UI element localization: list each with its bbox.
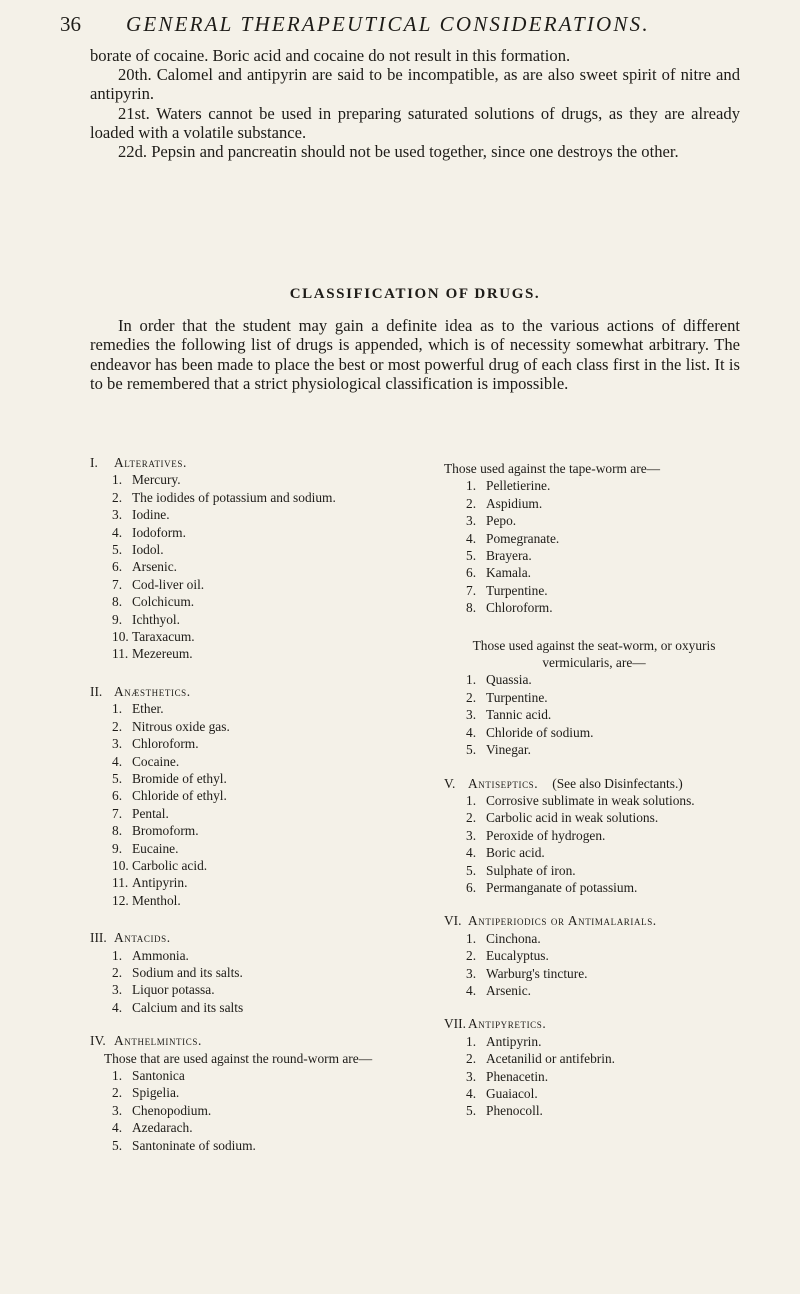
paragraph-21st: 21st. Waters cannot be used in preparing saturated solutions of drugs, as they are already loaded with a volatile substance. [90, 103, 740, 142]
list-item: 2. Sodium and its salts. [112, 964, 243, 980]
page-number: 36 [60, 12, 81, 36]
list-item: 2. Carbolic acid in weak solutions. [466, 810, 659, 826]
list-item: 2. Spigelia. [112, 1085, 180, 1101]
list-item: 1. Cinchona. [466, 930, 541, 946]
list-item: 2. Aspidium. [466, 495, 543, 511]
list-item: 1. Mercury. [112, 472, 181, 488]
list-item: 7. Turpentine. [466, 582, 548, 598]
list-item: 2. Acetanilid or antifebrin. [466, 1051, 616, 1067]
list-item: 1. Quassia. [466, 672, 532, 688]
list-item: 12. Menthol. [112, 892, 181, 908]
class-heading-antiseptics: V. Antiseptics. (See also Disinfectants.) [444, 775, 683, 791]
list-item: 1. Pelletierine. [466, 478, 551, 494]
running-head-title: GENERAL THERAPEUTICAL CONSIDERATIONS. [126, 12, 650, 36]
left-column [90, 454, 390, 1154]
list-item: 8. Bromoform. [112, 823, 199, 839]
list-item: 1. Antipyrin. [466, 1033, 542, 1049]
list-anaesthetics [90, 700, 390, 909]
paragraph-borate: borate of cocaine. Boric acid and cocaine do not result in this formation. [90, 46, 571, 65]
list-item: 8. Chloroform. [466, 600, 553, 616]
list-item: 3. Pepo. [466, 513, 517, 529]
list-item: 2. Nitrous oxide gas. [112, 718, 230, 734]
list-item: 7. Pental. [112, 805, 169, 821]
incompatibilities-text [90, 46, 740, 161]
list-item: 2. Eucalyptus. [466, 948, 549, 964]
tapeworm-heading: Those used against the tape-worm are— [444, 461, 661, 476]
seatworm-heading: Those used against the seat-worm, or oxyuris vermicularis, are— [472, 637, 716, 671]
right-column [444, 460, 744, 1120]
list-item: 4. Arsenic. [466, 982, 531, 998]
list-item: 4. Boric acid. [466, 845, 545, 861]
list-tapeworm [444, 477, 744, 616]
list-item: 1. Ammonia. [112, 947, 189, 963]
list-item: 5. Sulphate of iron. [466, 862, 576, 878]
list-item: 3. Iodine. [112, 507, 170, 523]
list-item: 4. Iodoform. [112, 524, 186, 540]
list-item: 6. Chloride of ethyl. [112, 788, 227, 804]
list-item: 5. Brayera. [466, 548, 532, 564]
list-item: 5. Iodol. [112, 542, 164, 558]
list-item: 7. Cod-liver oil. [112, 576, 205, 592]
list-item: 3. Tannic acid. [466, 707, 552, 723]
list-item: 3. Phenacetin. [466, 1068, 549, 1084]
list-item: 3. Liquor potassa. [112, 982, 215, 998]
list-item: 10. Carbolic acid. [112, 857, 208, 873]
list-antacids [90, 947, 390, 1017]
list-item: 9. Ichthyol. [112, 611, 180, 627]
list-item: 9. Eucaine. [112, 840, 179, 856]
list-item: 4. Chloride of sodium. [466, 724, 594, 740]
paragraph-22d: 22d. Pepsin and pancreatin should not be used together, since one destroys the other. [118, 142, 679, 162]
list-seatworm [444, 671, 744, 758]
list-roundworm [90, 1067, 390, 1154]
list-antiperiodics [444, 930, 744, 1000]
list-item: 3. Peroxide of hydrogen. [466, 827, 606, 843]
roundworm-heading: Those that are used against the round-worm are— [104, 1050, 373, 1066]
list-item: 1. Ether. [112, 701, 164, 717]
list-item: 6. Arsenic. [112, 559, 177, 575]
list-item: 5. Santoninate of sodium. [112, 1137, 256, 1153]
list-alteratives [90, 471, 390, 662]
class-heading-anaesthetics: II. Anæsthetics. [90, 683, 191, 699]
list-item: 1. Corrosive sublimate in weak solutions. [466, 792, 695, 808]
list-item: 3. Chenopodium. [112, 1102, 212, 1118]
class-heading-antipyretics: VII. Antipyretics. [444, 1016, 547, 1032]
list-item: 4. Pomegranate. [466, 530, 560, 546]
list-item: 3. Warburg's tincture. [466, 965, 588, 981]
list-item: 6. Permanganate of potassium. [466, 879, 638, 895]
list-item: 8. Colchicum. [112, 594, 195, 610]
list-item: 11. Mezereum. [112, 646, 193, 662]
list-item: 4. Calcium and its salts [112, 999, 244, 1015]
list-item: 5. Bromide of ethyl. [112, 770, 227, 786]
list-item: 1. Santonica [112, 1068, 185, 1083]
list-item: 4. Guaiacol. [466, 1086, 538, 1101]
list-item: 3. Chloroform. [112, 736, 199, 752]
list-item: 5. Vinegar. [466, 742, 531, 758]
class-heading-alteratives: I. Alteratives. [90, 455, 187, 470]
list-item: 4. Azedarach. [112, 1120, 193, 1136]
list-item: 5. Phenocoll. [466, 1103, 543, 1119]
list-item: 4. Cocaine. [112, 753, 180, 769]
running-head [60, 8, 750, 42]
list-item: 6. Kamala. [466, 565, 531, 581]
list-antipyretics [444, 1033, 744, 1120]
section-title: CLASSIFICATION OF DRUGS. [289, 286, 541, 302]
list-item: 2. The iodides of potassium and sodium. [112, 489, 336, 505]
paragraph-20th: 20th. Calomel and antipyrin are said to be incompatible, as are also sweet spirit of nitre and antipyrin. [90, 65, 740, 104]
list-item: 2. Turpentine. [466, 689, 548, 705]
class-heading-antiperiodics: VI. Antiperiodics or Antimalarials. [444, 913, 657, 929]
class-heading-anthelmintics: IV. Anthelmintics. [90, 1033, 202, 1049]
list-item: 10. Taraxacum. [112, 629, 195, 645]
intro-paragraph: In order that the student may gain a definite idea as to the various actions of different remedies the following list of drugs is appended, which is of necessity somewhat arbitrary. The endeavor has been made to place the best or most powerful drug of each class first in the list. It is to be remembered that a strict physiological classification is impossible. [90, 316, 740, 394]
list-antiseptics [444, 792, 744, 896]
list-item: 11. Antipyrin. [112, 875, 188, 891]
class-heading-antacids: III. Antacids. [90, 930, 171, 946]
